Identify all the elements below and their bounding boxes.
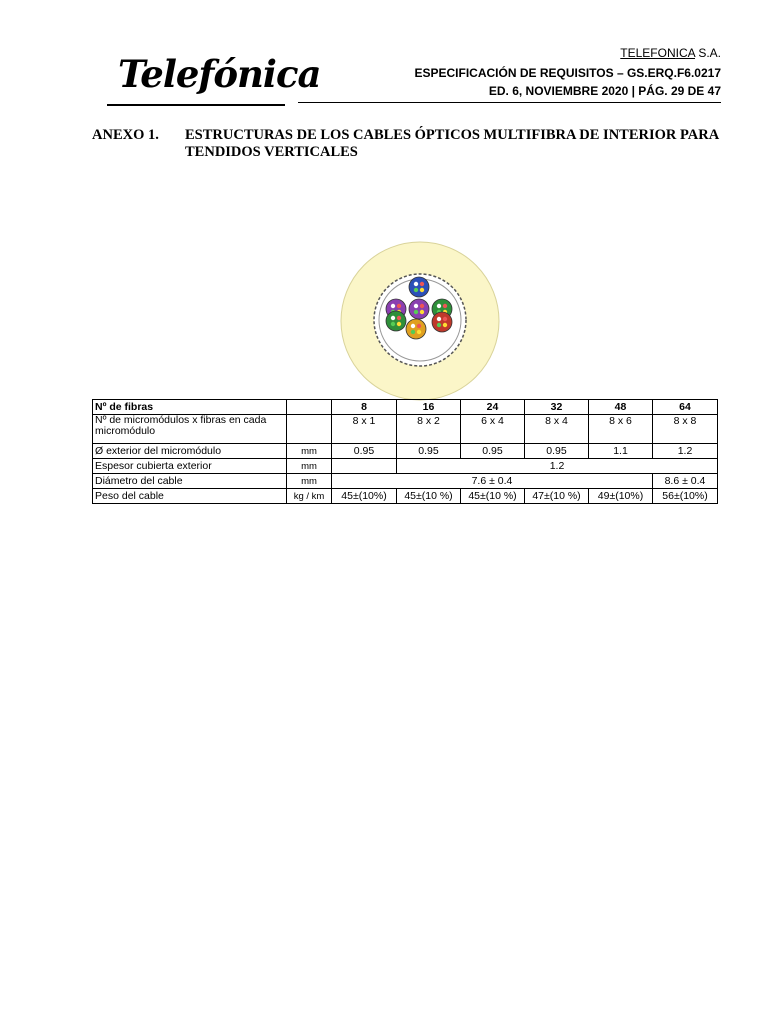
fiber	[414, 304, 418, 308]
cell: 1.2	[653, 444, 718, 459]
header-spec-code: ESPECIFICACIÓN DE REQUISITOS – GS.ERQ.F6.0217	[414, 66, 721, 80]
cell: 56±(10%)	[653, 489, 718, 504]
fiber	[414, 288, 418, 292]
fiber	[411, 324, 415, 328]
cell: 49±(10%)	[589, 489, 653, 504]
table-row-module-diameter	[93, 444, 718, 459]
cell: 64	[653, 400, 718, 415]
row-label: Peso del cable	[93, 489, 287, 504]
cell-merged: 1.2	[397, 459, 718, 474]
cell: 47±(10 %)	[525, 489, 589, 504]
row-label: Ø exterior del micromódulo	[93, 444, 287, 459]
cell: 45±(10%)	[332, 489, 397, 504]
fiber	[391, 304, 395, 308]
cell: 8 x 1	[332, 415, 397, 444]
fiber	[414, 282, 418, 286]
company-suffix: S.A.	[694, 46, 721, 60]
table-row-fibers	[93, 400, 718, 415]
row-unit	[287, 415, 332, 444]
cable-spec-table	[92, 399, 718, 504]
micromodule-6	[406, 319, 426, 339]
cell: 8 x 2	[397, 415, 461, 444]
logo-underline	[107, 104, 285, 106]
header-company	[620, 46, 721, 60]
cell: 0.95	[525, 444, 589, 459]
row-label: Diámetro del cable	[93, 474, 287, 489]
cell-empty	[332, 459, 397, 474]
fiber	[397, 322, 401, 326]
fiber	[420, 310, 424, 314]
cable-cross-section-image	[340, 241, 500, 401]
row-unit	[287, 400, 332, 415]
table-row-cable-diameter	[93, 474, 718, 489]
annex-number: ANEXO 1.	[92, 127, 159, 143]
fiber	[437, 317, 441, 321]
row-unit: mm	[287, 474, 332, 489]
row-label: Espesor cubierta exterior	[93, 459, 287, 474]
header-rule	[298, 102, 721, 103]
fiber	[391, 322, 395, 326]
micromodule-7	[386, 311, 406, 331]
cell: 8 x 6	[589, 415, 653, 444]
cell: 16	[397, 400, 461, 415]
table-row-cable-weight	[93, 489, 718, 504]
fiber	[411, 330, 415, 334]
cell: 24	[461, 400, 525, 415]
fiber	[420, 304, 424, 308]
cell: 0.95	[397, 444, 461, 459]
cell: 0.95	[461, 444, 525, 459]
cell: 8	[332, 400, 397, 415]
cell-merged: 7.6 ± 0.4	[332, 474, 653, 489]
company-name: TELEFONICA	[620, 46, 695, 60]
micromodule-1	[409, 277, 429, 297]
fiber	[443, 317, 447, 321]
annex-title: ESTRUCTURAS DE LOS CABLES ÓPTICOS MULTIFIBRA DE INTERIOR PARA TENDIDOS VERTICALES	[185, 127, 719, 160]
row-label: Nº de fibras	[93, 400, 287, 415]
fiber	[417, 324, 421, 328]
cell: 45±(10 %)	[397, 489, 461, 504]
cell: 8.6 ± 0.4	[653, 474, 718, 489]
cell: 8 x 8	[653, 415, 718, 444]
row-label: Nº de micromódulos x fibras en cada micromódulo	[93, 415, 287, 444]
fiber	[397, 304, 401, 308]
fiber	[414, 310, 418, 314]
fiber	[420, 282, 424, 286]
row-unit: kg / km	[287, 489, 332, 504]
cell: 48	[589, 400, 653, 415]
fiber	[420, 288, 424, 292]
micromodule-5	[432, 312, 452, 332]
cell: 8 x 4	[525, 415, 589, 444]
table-row-modules	[93, 415, 718, 444]
fiber	[391, 316, 395, 320]
fiber	[397, 316, 401, 320]
row-unit: mm	[287, 459, 332, 474]
row-unit: mm	[287, 444, 332, 459]
fiber	[443, 323, 447, 327]
cell: 6 x 4	[461, 415, 525, 444]
fiber	[437, 323, 441, 327]
fiber	[417, 330, 421, 334]
cell: 45±(10 %)	[461, 489, 525, 504]
micromodule-3	[409, 299, 429, 319]
table-row-jacket-thickness	[93, 459, 718, 474]
header-edition-page: ED. 6, NOVIEMBRE 2020 | PÁG. 29 DE 47	[488, 84, 721, 98]
fiber	[443, 304, 447, 308]
cell: 1.1	[589, 444, 653, 459]
cell: 0.95	[332, 444, 397, 459]
telefonica-logo: Telefónica	[118, 52, 321, 96]
fiber	[437, 304, 441, 308]
cell: 32	[525, 400, 589, 415]
